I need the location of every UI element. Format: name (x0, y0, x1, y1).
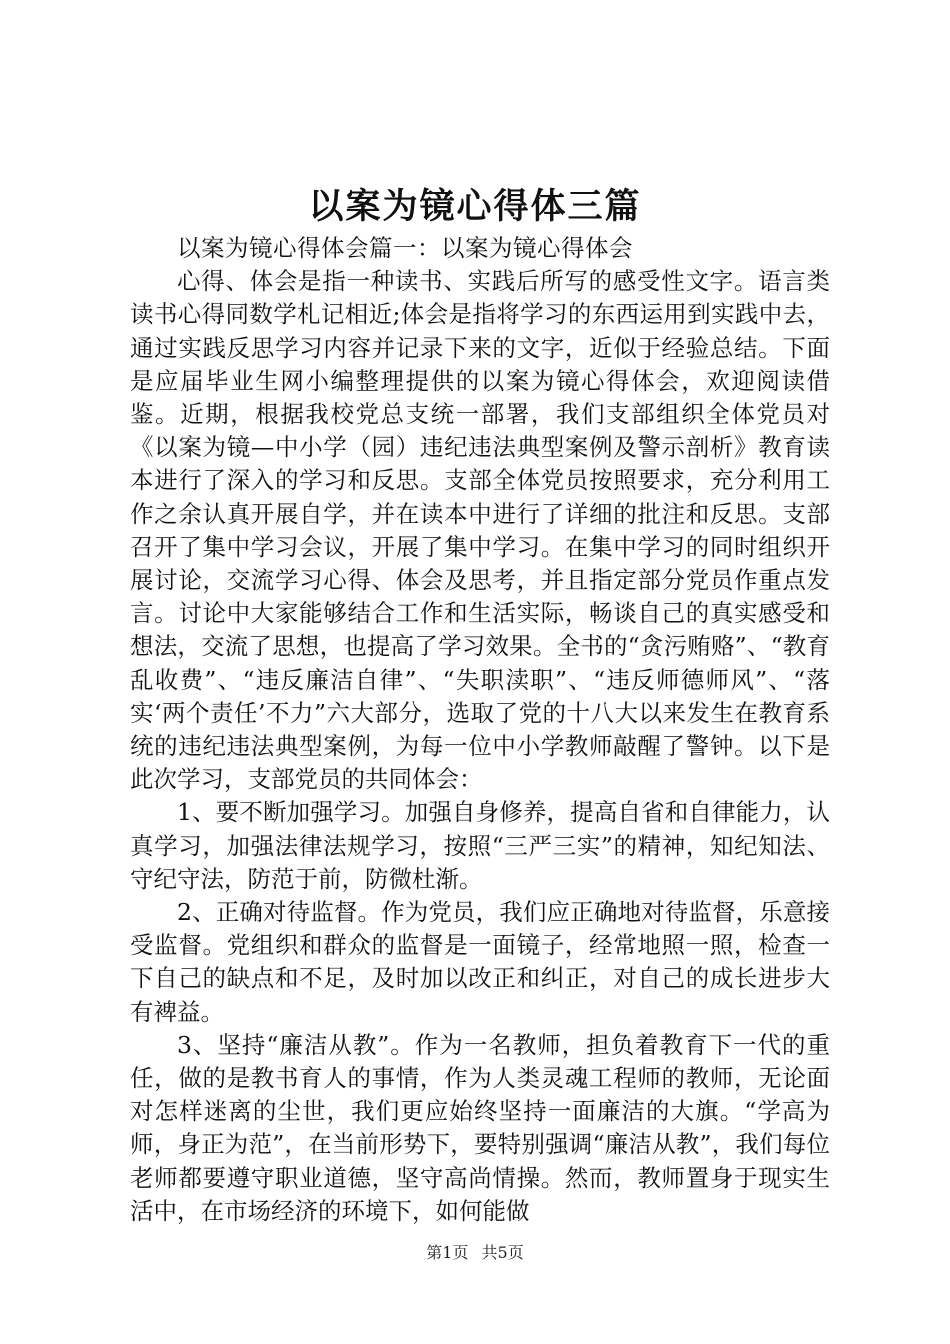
paragraph-point-1: 1、要不断加强学习。加强自身修养，提高自省和自律能力，认真学习，加强法律法规学习，按照“三严三实”的精神，知纪知法、守纪守法，防范于前，防微杜渐。 (130, 798, 830, 893)
paragraph-point-3: 3、坚持“廉洁从教”。作为一名教师，担负着教育下一代的重任，做的是教书育人的事情，作为人类灵魂工程师的教师，无论面对怎样迷离的尘世，我们更应始终坚持一面廉洁的大旗。“学高为师，身正为范”，在当前形势下，要特别强调“廉洁从教”，我们每位老师都要遵守职业道德，坚守高尚情操。然而，教师置身于现实生活中，在市场经济的环境下，如何能做 (130, 1030, 830, 1225)
paragraph-intro: 心得、体会是指一种读书、实践后所写的感受性文字。语言类读书心得同数学札记相近;体会是指将学习的东西运用到实践中去，通过实践反思学习内容并记录下来的文字，近似于经验总结。下面是应届毕业生网小编整理提供的以案为镜心得体会，欢迎阅读借鉴。近期，根据我校党总支统一部署，我们支部组织全体党员对《以案为镜—中小学（园）违纪违法典型案例及警示剖析》教育读本进行了深入的学习和反思。支部全体党员按照要求，充分利用工作之余认真开展自学，并在读本中进行了详细的批注和反思。支部召开了集中学习会议，开展了集中学习。在集中学习的同时组织开展讨论，交流学习心得、体会及思考，并且指定部分党员作重点发言。讨论中大家能够结合工作和生活实际，畅谈自己的真实感受和想法，交流了思想，也提高了学习效果。全书的“贪污贿赂”、“教育乱收费”、“违反廉洁自律”、“失职渎职”、“违反师德师风”、“落实‘两个责任’不力”六大部分，选取了党的十八大以来发生在教育系统的违纪违法典型案例，为每一位中小学教师敲醒了警钟。以下是此次学习，支部党员的共同体会： (130, 267, 830, 794)
page-total: 共5页 (481, 1243, 524, 1262)
document-body (130, 232, 830, 1228)
section-subheading: 以案为镜心得体会篇一：以案为镜心得体会 (177, 234, 633, 262)
paragraph-point-2: 2、正确对待监督。作为党员，我们应正确地对待监督，乐意接受监督。党组织和群众的监督是一面镜子，经常地照一照，检查一下自己的缺点和不足，及时加以改正和纠正，对自己的成长进步大有裨益。 (130, 898, 830, 1026)
page-number: 第1页 (426, 1243, 469, 1262)
document-title: 以案为镜心得体三篇 (308, 186, 642, 227)
page-footer (0, 1241, 950, 1265)
